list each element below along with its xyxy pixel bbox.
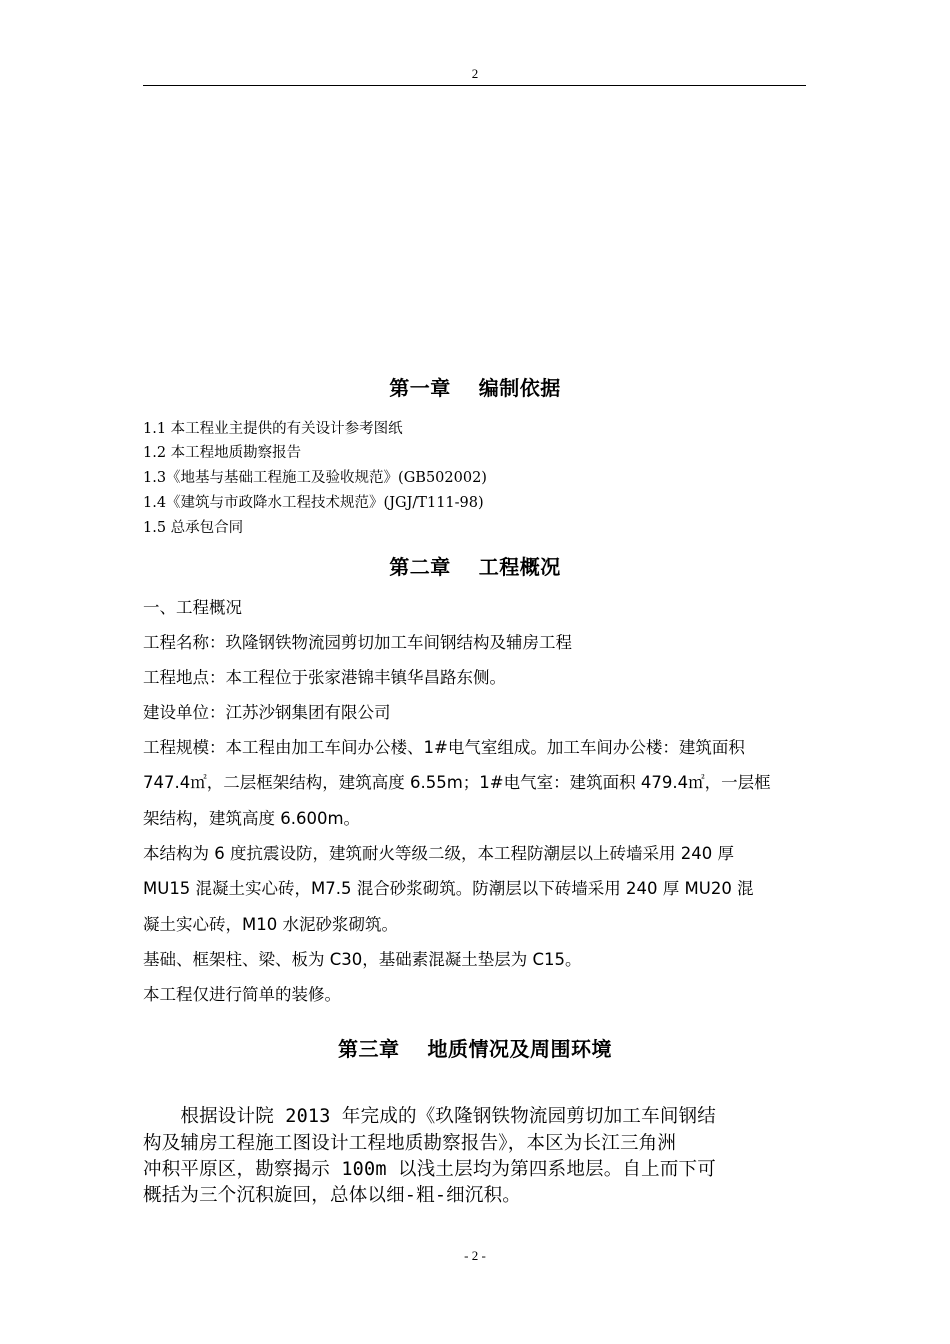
geology-paragraph-line: 根据设计院 2013 年完成的《玖隆钢铁物流园剪切加工车间钢结 [143, 1106, 716, 1127]
overview-line: 凝土实心砖，M10 水泥砂浆砌筑。 [143, 915, 398, 934]
overview-line: 747.4㎡，二层框架结构，建筑高度 6.55m；1#电气室：建筑面积 479.4㎡，一层框 [143, 773, 771, 792]
overview-line: 本结构为 6 度抗震设防，建筑耐火等级二级，本工程防潮层以上砖墙采用 240 厚 [143, 844, 734, 863]
overview-line: 工程规模：本工程由加工车间办公楼、1#电气室组成。加工车间办公楼：建筑面积 [143, 738, 745, 757]
basis-item: 1.3《地基与基础工程施工及验收规范》(GB502002) [143, 470, 487, 486]
header-rule [143, 85, 806, 86]
geology-paragraph-line: 构及辅房工程施工图设计工程地质勘察报告》，本区为长江三角洲 [143, 1133, 677, 1154]
chapter-3-title: 第三章 地质情况及周围环境 [338, 1037, 612, 1061]
geology-paragraph-line: 冲积平原区，勘察揭示 100m 以浅土层均为第四系地层。自上而下可 [143, 1159, 716, 1180]
overview-line: 建设单位：江苏沙钢集团有限公司 [143, 703, 391, 722]
overview-line: 工程地点：本工程位于张家港锦丰镇华昌路东侧。 [143, 668, 506, 687]
overview-line: 工程名称：玖隆钢铁物流园剪切加工车间钢结构及辅房工程 [143, 633, 572, 652]
geology-paragraph-line: 概括为三个沉积旋回，总体以细-粗-细沉积。 [143, 1185, 521, 1206]
overview-line: MU15 混凝土实心砖，M7.5 混合砂浆砌筑。防潮层以下砖墙采用 240 厚 MU20 混 [143, 879, 754, 898]
basis-item: 1.2 本工程地质勘察报告 [143, 445, 302, 461]
chapter-1-title: 第一章 编制依据 [389, 376, 561, 400]
overview-line: 架结构，建筑高度 6.600m。 [143, 809, 361, 828]
overview-line: 一、工程概况 [143, 598, 242, 617]
basis-item: 1.1 本工程业主提供的有关设计参考图纸 [143, 421, 403, 437]
overview-line: 本工程仅进行简单的装修。 [143, 985, 341, 1004]
overview-line: 基础、框架柱、梁、板为 C30，基础素混凝土垫层为 C15。 [143, 950, 582, 969]
chapter-2-title: 第二章 工程概况 [389, 555, 561, 579]
basis-item: 1.4《建筑与市政降水工程技术规范》(JGJ/T111-98) [143, 495, 484, 511]
footer-page-number: - 2 - [464, 1248, 486, 1263]
header-page-number: 2 [471, 66, 479, 81]
basis-item: 1.5 总承包合同 [143, 520, 244, 536]
